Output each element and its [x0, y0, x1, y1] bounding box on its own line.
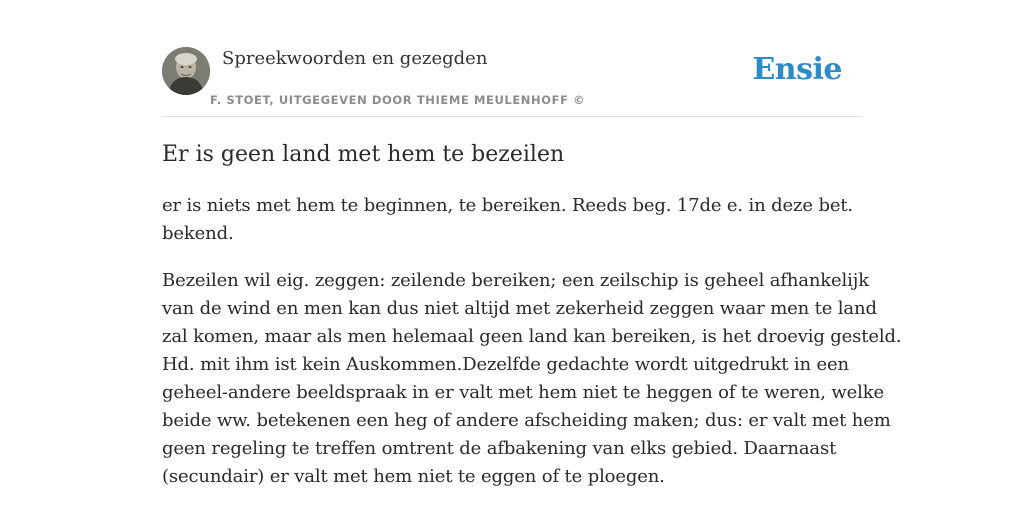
source-header — [162, 46, 862, 117]
explanation-line: Bezeilen wil eig. zeggen: zeilende bereiken; een zeilschip is geheel afhankelijk — [162, 270, 869, 291]
book-title-link[interactable]: Spreekwoorden en gezegden — [222, 48, 488, 69]
explanation-line: Hd. mit ihm ist kein Auskommen.Dezelfde gedachte wordt uitgedrukt in een — [162, 354, 849, 375]
explanation-line: (secundair) er valt met hem niet te eggen of te ploegen. — [162, 466, 665, 487]
explanation-line: geheel-andere beeldspraak in er valt met hem niet te heggen of te weren, welke — [162, 382, 885, 403]
entry-headword: Er is geen land met hem te bezeilen — [162, 142, 565, 167]
author-portrait-icon[interactable] — [162, 47, 210, 95]
definition-paragraph — [162, 192, 862, 248]
definition-line: bekend. — [162, 223, 234, 244]
ensie-logo-link[interactable]: Ensie — [752, 52, 842, 87]
entry-card — [162, 0, 902, 512]
explanation-paragraph — [162, 267, 902, 491]
definition-line: er is niets met hem te beginnen, te bereiken. Reeds beg. 17de e. in deze bet. — [162, 195, 853, 216]
explanation-line: beide ww. betekenen een heg of andere afscheiding maken; dus: er valt met hem — [162, 410, 891, 431]
explanation-line: van de wind en men kan dus niet altijd met zekerheid zeggen waar men te land — [162, 298, 877, 319]
explanation-line: zal komen, maar als men helemaal geen land kan bereiken, is het droevig gesteld. — [162, 326, 902, 347]
publisher-credit: F. STOET, UITGEGEVEN DOOR THIEME MEULENHOFF © — [210, 93, 586, 107]
explanation-line: geen regeling te treffen omtrent de afbakening van elks gebied. Daarnaast — [162, 438, 837, 459]
